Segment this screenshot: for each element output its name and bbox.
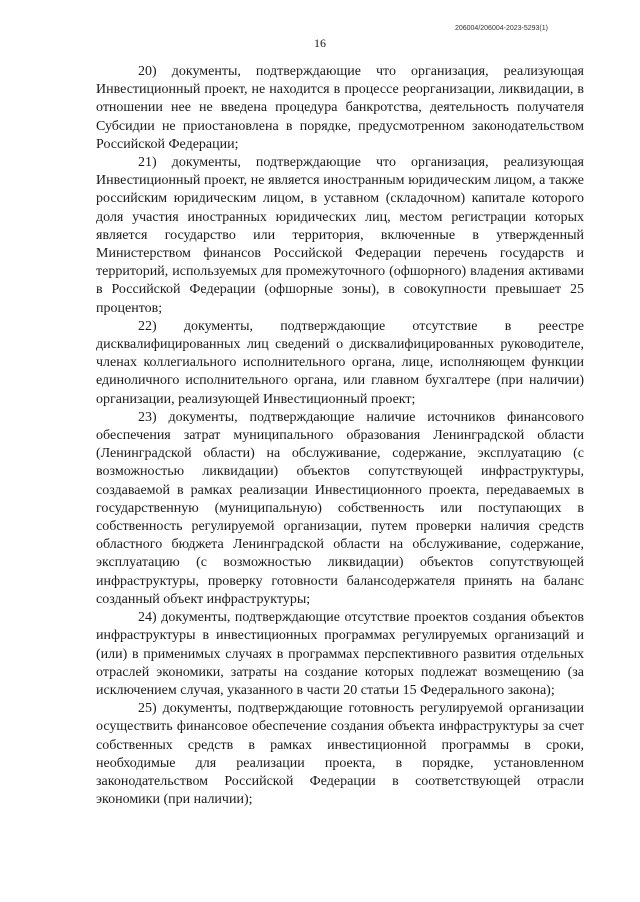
document-body xyxy=(96,63,584,809)
page-number: 16 xyxy=(314,36,326,50)
list-item-25: 25) документы, подтверждающие готовность регулируемой организации осуществить финансовое обеспечение создания объекта инфраструктуры за счет собственных средств в рамках инвестиционной программы в сроки, необходимые для реализации проекта, в порядке, установленном законодательством Российской Федерации в соответствующей отрасли экономики (при наличии); xyxy=(96,701,584,808)
list-item-22: 22) документы, подтверждающие отсутствие в реестре дисквалифицированных лиц сведений о дисквалифицированных руководителе, членах коллегиального исполнительного органа, лице, исполняющем функции единоличного исполнительного органа, или главном бухгалтере (при наличии) организации, реализующей Инвестиционный проект; xyxy=(96,318,584,407)
list-item-24: 24) документы, подтверждающие отсутствие проектов создания объектов инфраструктуры в инвестиционных программах регулируемых организаций и (или) в применимых случаях в программах перспективного развития отдельных отраслей экономики, затраты на создание которых подлежат возмещению (за исключением случая, указанного в части 20 статьи 15 Федерального закона); xyxy=(96,610,584,698)
list-item-20: 20) документы, подтверждающие что организация, реализующая Инвестиционный проект, не находится в процессе реорганизации, ликвидации, в отношении нее не введена процедура банкротства, деятельность получателя Субсидии не приостановлена в порядке, предусмотренном законодательством Российской Федерации; xyxy=(96,64,584,152)
list-item-23: 23) документы, подтверждающие наличие источников финансового обеспечения затрат муниципального образования Ленинградской области (Ленинградской области) на обслуживание, содержание, эксплуатацию (с возможностью ликвидации) объектов сопутствующей инфраструктуры, создаваемой в рамках реализации Инвестиционного проекта, передаваемых в государственную (муниципальную) собственность или поступающих в собственность регулируемой организации, путем проверки наличия средств областного бюджета Ленинградской области на обслуживание, содержание, эксплуатацию (с возможностью ликвидации) объектов сопутствующей инфраструктуры, проверку готовности балансодержателя принять на баланс созданный объект инфраструктуры; xyxy=(96,409,584,607)
document-id: 206004/206004-2023-5293(1) xyxy=(454,25,548,32)
list-item-21: 21) документы, подтверждающие что организация, реализующая Инвестиционный проект, не является иностранным юридическим лицом, а также российским юридическим лицом, в уставном (складочном) капитале которого доля участия иностранных юридических лиц, местом регистрации которых является государство или территория, включенные в утвержденный Министерством финансов Российской Федерации перечень государств и территорий, используемых для промежуточного (офшорного) владения активами в Российской Федерации (офшорные зоны), в совокупности превышает 25 процентов; xyxy=(96,155,584,316)
